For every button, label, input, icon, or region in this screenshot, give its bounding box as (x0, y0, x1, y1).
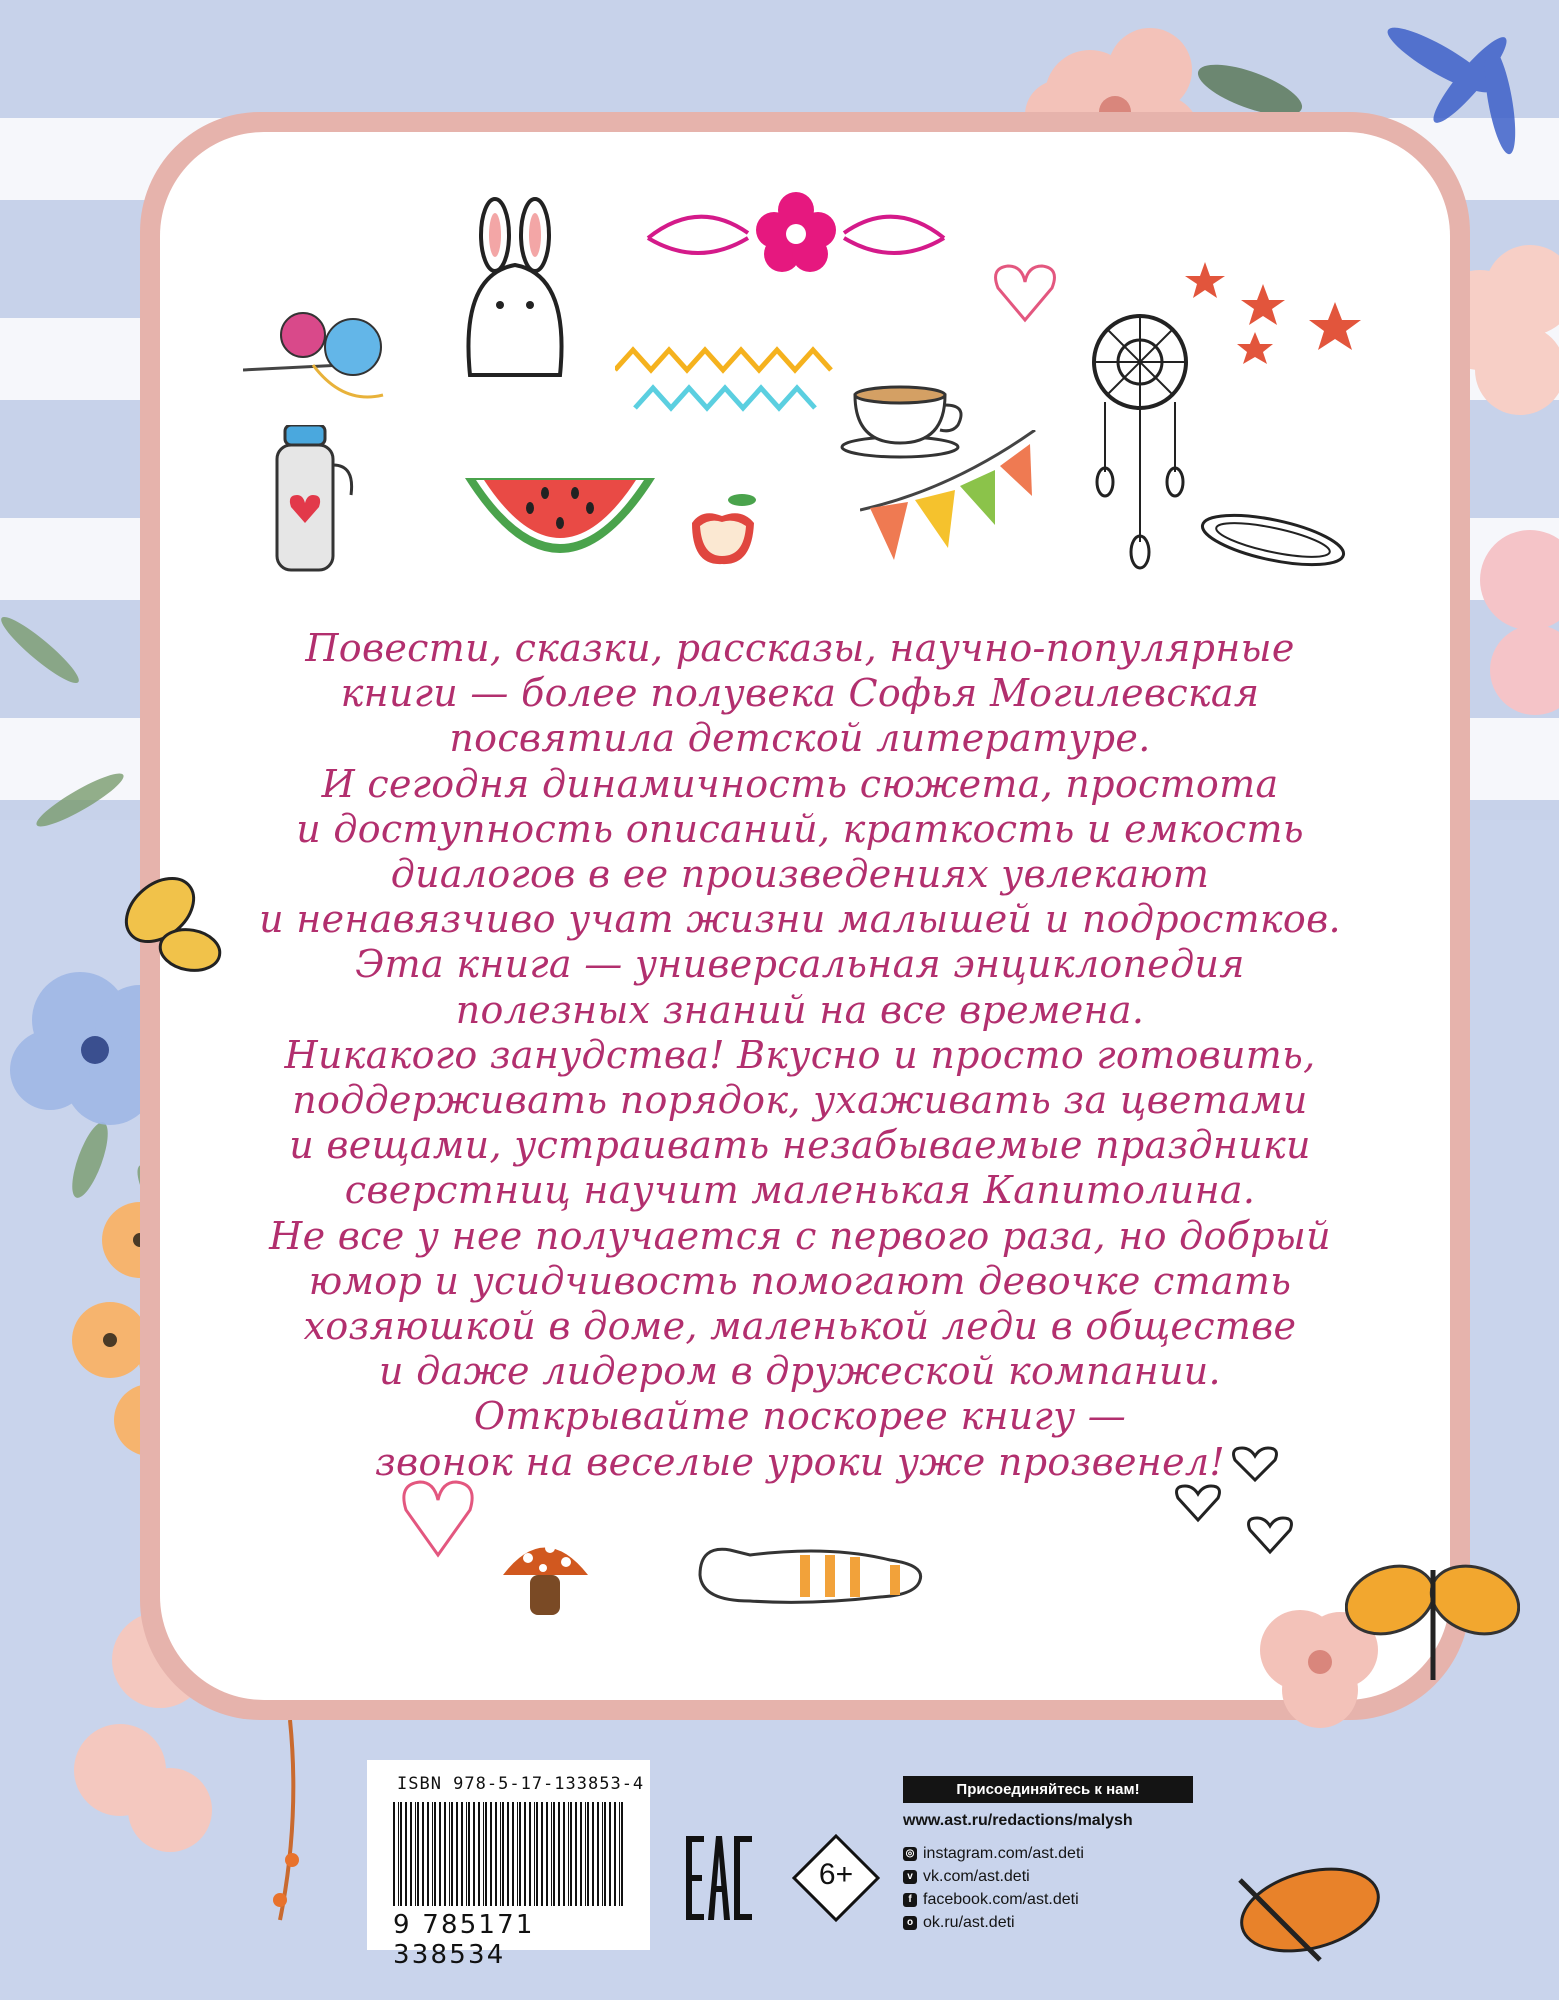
barcode-bar (602, 1802, 603, 1906)
eac-mark-icon (686, 1836, 752, 1920)
barcode-bar (568, 1802, 569, 1906)
description-line: Никакого занудства! Вкусно и просто готовить, (284, 1032, 1316, 1077)
dreamcatcher-icon (1085, 302, 1205, 577)
description-line: Открывайте поскорее книгу — (473, 1394, 1127, 1439)
barcode-bar (541, 1802, 543, 1906)
age-rating-badge (792, 1834, 880, 1922)
description-line: сверстниц научит маленькая Капитолина. (344, 1168, 1256, 1213)
barcode-bar (587, 1802, 589, 1906)
social-link-ok[interactable]: o ok.ru/ast.deti (903, 1912, 1084, 1934)
buttons-needle-icon (243, 305, 398, 415)
barcode-bar (410, 1802, 412, 1906)
barcode-bar (444, 1802, 446, 1906)
barcode-bar (534, 1802, 535, 1906)
barcode-bar (451, 1802, 453, 1906)
barcode-bar (597, 1802, 599, 1906)
description-line: поддерживать порядок, ухаживать за цветами (292, 1078, 1308, 1123)
barcode-bar (551, 1802, 552, 1906)
barcode-bar (519, 1802, 521, 1906)
description-line: и доступность описаний, краткость и емкость (296, 806, 1304, 851)
description-line: диалогов в ее произведениях увлекают (390, 852, 1210, 897)
barcode-bar (439, 1802, 441, 1906)
barcode-bar (512, 1802, 514, 1906)
barcode-bar (575, 1802, 577, 1906)
barcode-bar (517, 1802, 518, 1906)
zigzag-icon (615, 330, 835, 420)
barcode-bar (614, 1802, 616, 1906)
bunting-flags-icon (860, 430, 1040, 570)
description-line: полезных знаний на все времена. (455, 987, 1145, 1032)
barcode-bar (422, 1802, 424, 1906)
barcode-bar (490, 1802, 492, 1906)
social-link-facebook[interactable]: f facebook.com/ast.deti (903, 1889, 1084, 1911)
barcode-bar (507, 1802, 509, 1906)
description-line: и вещами, устраивать незабываемые праздники (289, 1123, 1311, 1168)
barcode-bar (417, 1802, 419, 1906)
barcode (393, 1802, 625, 1906)
facebook-icon: f (903, 1893, 917, 1907)
barcode-bar (558, 1802, 560, 1906)
barcode-bar (483, 1802, 484, 1906)
barcode-bar (398, 1802, 399, 1906)
sleeping-cat-icon (690, 1535, 930, 1615)
butterfly-bottom-icon (1200, 1850, 1400, 1990)
description-line: хозяюшкой в доме, маленькой леди в обществе (303, 1304, 1297, 1349)
description-line: книги — более полувека Софья Могилевская (340, 671, 1260, 716)
butterfly-icon (1345, 1550, 1520, 1700)
barcode-bar (400, 1802, 402, 1906)
barcode-bar (585, 1802, 586, 1906)
hearts-cluster-icon (1170, 1440, 1310, 1560)
barcode-bar (580, 1802, 582, 1906)
barcode-bar (553, 1802, 555, 1906)
apple-icon (682, 488, 772, 568)
barcode-bar (478, 1802, 480, 1906)
description-line: И сегодня динамичность сюжета, простота (321, 761, 1279, 806)
barcode-bar (449, 1802, 450, 1906)
butterfly-left-icon (120, 860, 230, 990)
description-line: звонок на веселые уроки уже прозвенел! (375, 1439, 1225, 1484)
barcode-bar (609, 1802, 611, 1906)
description-line: посвятила детской литературе. (449, 716, 1151, 761)
barcode-bar (536, 1802, 538, 1906)
description-line: Не все у нее получается с первого раза, но добрый (269, 1213, 1331, 1258)
barcode-bar (546, 1802, 548, 1906)
barcode-bar (434, 1802, 436, 1906)
barcode-bar (456, 1802, 458, 1906)
social-link-instagram[interactable]: ◎ instagram.com/ast.deti (903, 1843, 1084, 1865)
barcode-bar (485, 1802, 487, 1906)
barcode-bar (468, 1802, 470, 1906)
barcode-bar (592, 1802, 594, 1906)
description-line: и ненавязчиво учат жизни малышей и подростков. (259, 897, 1341, 942)
heart-icon (990, 258, 1060, 328)
description-line: Повести, сказки, рассказы, научно-популярные (305, 626, 1295, 670)
barcode-bar (461, 1802, 463, 1906)
barcode-bar (415, 1802, 416, 1906)
barcode-bar (529, 1802, 531, 1906)
book-description (215, 626, 1385, 1485)
social-link-vk[interactable]: v vk.com/ast.deti (903, 1866, 1084, 1888)
barcode-bar (500, 1802, 501, 1906)
ok-icon: o (903, 1916, 917, 1930)
description-line: Эта книга — универсальная энциклопедия (355, 942, 1245, 987)
description-line: и даже лидером в дружеской компании. (379, 1349, 1221, 1394)
join-us-banner: Присоединяйтесь к нам! (903, 1776, 1193, 1803)
barcode-bar (427, 1802, 429, 1906)
isbn-barcode-block (367, 1760, 650, 1970)
age-rating-label: 6+ (818, 1858, 854, 1891)
barcode-bar (570, 1802, 572, 1906)
vk-icon: v (903, 1870, 917, 1884)
barcode-bar (405, 1802, 407, 1906)
barcode-bar (473, 1802, 475, 1906)
barcode-bar (466, 1802, 467, 1906)
thermos-bottle-icon (265, 425, 360, 575)
barcode-bar (621, 1802, 623, 1906)
flourish-flower-icon (638, 188, 954, 278)
website-link[interactable]: www.ast.ru/redactions/malysh (903, 1812, 1133, 1829)
barcode-bar (393, 1802, 395, 1906)
basket-lid-icon (1195, 500, 1350, 580)
barcode-bar (604, 1802, 606, 1906)
isbn-label: ISBN 978-5-17-133853-4 (397, 1774, 645, 1794)
mushroom-icon (498, 1530, 593, 1620)
barcode-digits: 9 785171 338534 (393, 1910, 535, 1970)
watermelon-icon (460, 468, 660, 568)
bunny-icon (455, 195, 575, 380)
barcode-bar (502, 1802, 504, 1906)
description-line: юмор и усидчивость помогают девочке стать (308, 1258, 1292, 1303)
barcode-bar (619, 1802, 620, 1906)
stars-icon (1185, 262, 1365, 372)
heart-outline-icon (398, 1470, 478, 1560)
instagram-icon: ◎ (903, 1847, 917, 1861)
barcode-bar (495, 1802, 497, 1906)
barcode-bar (524, 1802, 526, 1906)
barcode-bar (432, 1802, 433, 1906)
social-links (903, 1843, 1084, 1935)
barcode-bar (563, 1802, 565, 1906)
